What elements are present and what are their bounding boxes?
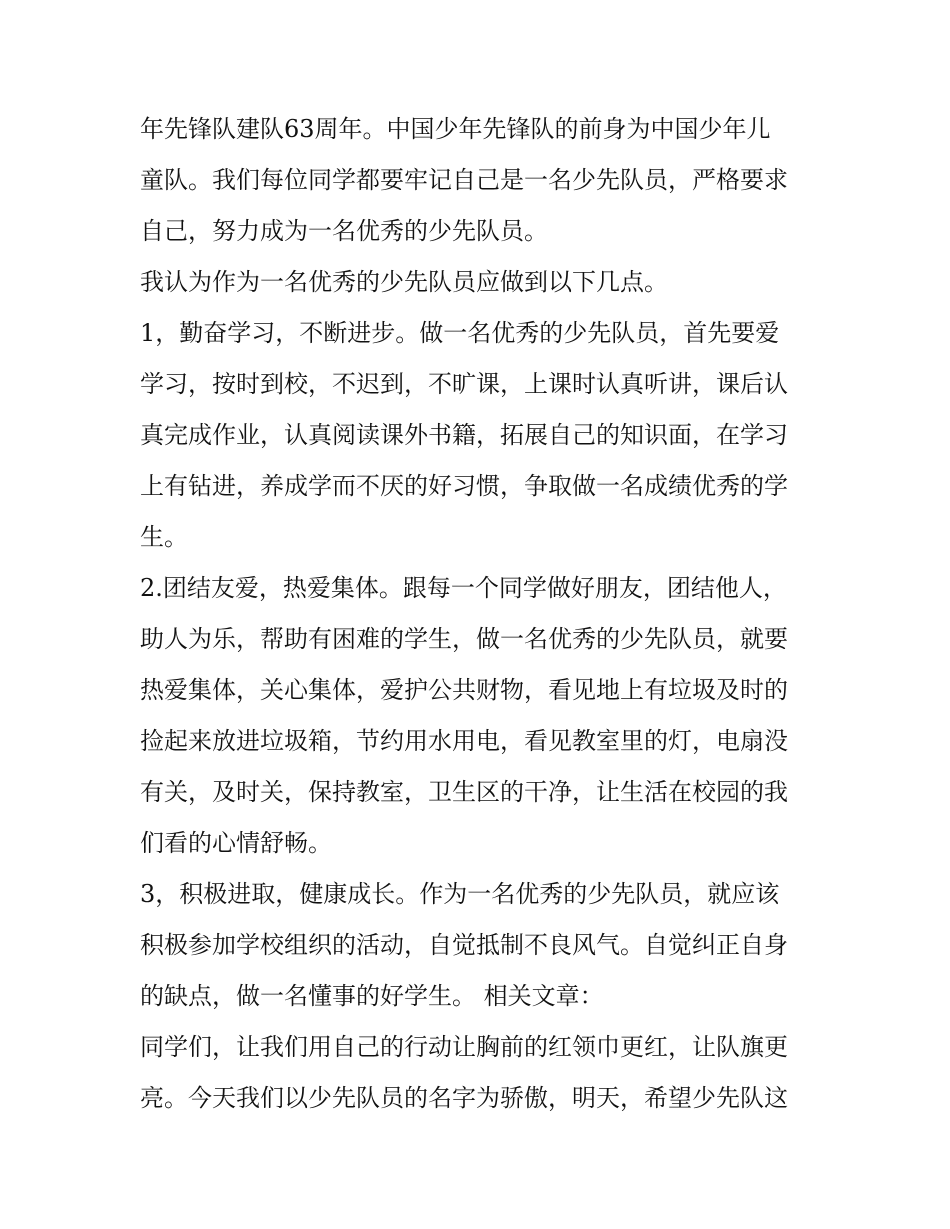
text-line: 童队。我们每位同学都要牢记自己是一名少先队员，严格要求: [140, 166, 788, 194]
text-line: 真完成作业，认真阅读课外书籍，拓展自己的知识面，在学习: [140, 421, 788, 449]
text-line: 1，勤奋学习，不断进步。做一名优秀的少先队员，首先要爱: [140, 319, 780, 347]
text-line: 年先锋队建队63周年。中国少年先锋队的前身为中国少年儿: [140, 115, 771, 143]
text-line: 积极参加学校组织的活动，自觉抵制不良风气。自觉纠正自身: [140, 931, 788, 959]
text-line: 亮。今天我们以少先队员的名字为骄傲，明天，希望少先队这: [140, 1084, 788, 1112]
text-line: 有关，及时关，保持教室，卫生区的干净，让生活在校园的我: [140, 778, 788, 806]
text-line: 自己，努力成为一名优秀的少先队员。: [140, 217, 548, 245]
text-line: 助人为乐，帮助有困难的学生，做一名优秀的少先队员，就要: [140, 625, 788, 653]
text-line: 们看的心情舒畅。: [140, 829, 332, 857]
text-line: 捡起来放进垃圾箱，节约用水用电，看见教室里的灯，电扇没: [140, 727, 788, 755]
text-line: 的缺点，做一名懂事的好学生。 相关文章：: [140, 982, 604, 1010]
text-line: 生。: [140, 523, 188, 551]
text-line: 3，积极进取，健康成长。作为一名优秀的少先队员，就应该: [140, 880, 780, 908]
text-line: 2.团结友爱，热爱集体。跟每一个同学做好朋友，团结他人，: [140, 574, 787, 602]
text-line: 上有钻进，养成学而不厌的好习惯，争取做一名成绩优秀的学: [140, 472, 788, 500]
text-line: 热爱集体，关心集体，爱护公共财物，看见地上有垃圾及时的: [140, 676, 788, 704]
text-line: 我认为作为一名优秀的少先队员应做到以下几点。: [140, 268, 668, 296]
text-line: 同学们，让我们用自己的行动让胸前的红领巾更红，让队旗更: [140, 1033, 788, 1061]
body-text: [140, 104, 820, 1124]
text-line: 学习，按时到校，不迟到，不旷课，上课时认真听讲，课后认: [140, 370, 788, 398]
